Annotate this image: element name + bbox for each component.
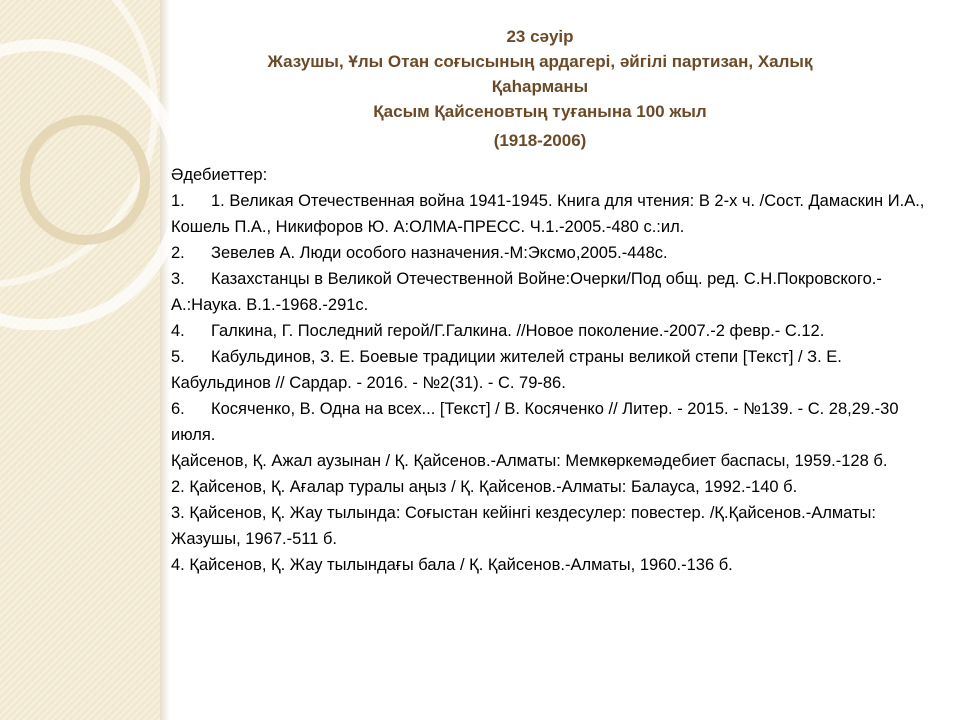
entry-text: Галкина, Г. Последний герой/Г.Галкина. //Новое поколение.-2007.-2 февр.- С.12. <box>211 322 825 340</box>
bibliography-entry-kz-2: 2. Қайсенов, Қ. Ағалар туралы аңыз / Қ. Қайсенов.-Алматы: Балауса, 1992.-140 б. <box>171 478 798 496</box>
decorative-rings <box>0 0 200 330</box>
entry-text: 1. Великая Отечественная война 1941-1945. Книга для чтения: В 2-х ч. /Сост. Дамаскин И.А., Кошель П.А., Никифоров Ю. А:ОЛМА-ПРЕСС. Ч.1.-2005.-480 с.:ил. <box>171 192 925 236</box>
entry-text: Зевелев А. Люди особого назначения.-М:Эксмо,2005.-448с. <box>211 244 668 262</box>
entry-number: 2. <box>171 244 185 262</box>
bibliography-entry-kz-4: 4. Қайсенов, Қ. Жау тылындағы бала / Қ. Қайсенов.-Алматы, 1960.-136 б. <box>171 556 733 574</box>
title-line-2: Қаһарманы <box>491 77 589 96</box>
entry-number: 5. <box>171 348 185 366</box>
entry-number: 6. <box>171 400 185 418</box>
bibliography <box>171 162 931 578</box>
bibliography-entry-kz-3: 3. Қайсенов, Қ. Жау тылында: Соғыстан кейінгі кездесулер: повестер. /Қ.Қайсенов.-Алматы: Жазушы, 1967.-511 б. <box>171 504 876 548</box>
entry-text: Казахстанцы в Великой Отечественной Войне:Очерки/Под общ. ред. С.Н.Покровского.-А.:Наука. В.1.-1968.-291с. <box>171 270 882 314</box>
slide-title <box>180 24 900 153</box>
title-line-3: Қасым Қайсеновтың туғанына 100 жыл <box>373 102 707 121</box>
bibliography-entry-2 <box>171 240 931 266</box>
entry-text: Косяченко, В. Одна на всех... [Текст] / В. Косяченко // Литер. - 2015. - №139. - С. 28,29.-30 июля. <box>171 400 899 444</box>
bibliography-entry-kz-1: Қайсенов, Қ. Ажал аузынан / Қ. Қайсенов.-Алматы: Мемкөркемәдебиет баспасы, 1959.-128 б. <box>171 452 888 470</box>
ring-small <box>25 120 145 240</box>
entry-text: Кабульдинов, З. Е. Боевые традиции жителей страны великой степи [Текст] / З. Е. Кабульдинов // Сардар. - 2016. - №2(31). - С. 79-86. <box>171 348 842 392</box>
title-date: 23 сәуір <box>506 27 574 46</box>
entry-number: 4. <box>171 322 185 340</box>
bibliography-entry-3 <box>171 266 931 318</box>
entry-number: 3. <box>171 270 185 288</box>
bibliography-entry-4 <box>171 318 931 344</box>
bibliography-entry-1 <box>171 188 931 240</box>
entry-number: 1. <box>171 192 185 210</box>
title-years: (1918-2006) <box>493 131 587 150</box>
bibliography-entry-6 <box>171 396 931 448</box>
bibliography-entry-5 <box>171 344 931 396</box>
title-line-1: Жазушы, Ұлы Отан соғысының ардагері, әйгілі партизан, Халық <box>267 52 813 71</box>
bibliography-heading: Әдебиеттер: <box>171 166 268 184</box>
